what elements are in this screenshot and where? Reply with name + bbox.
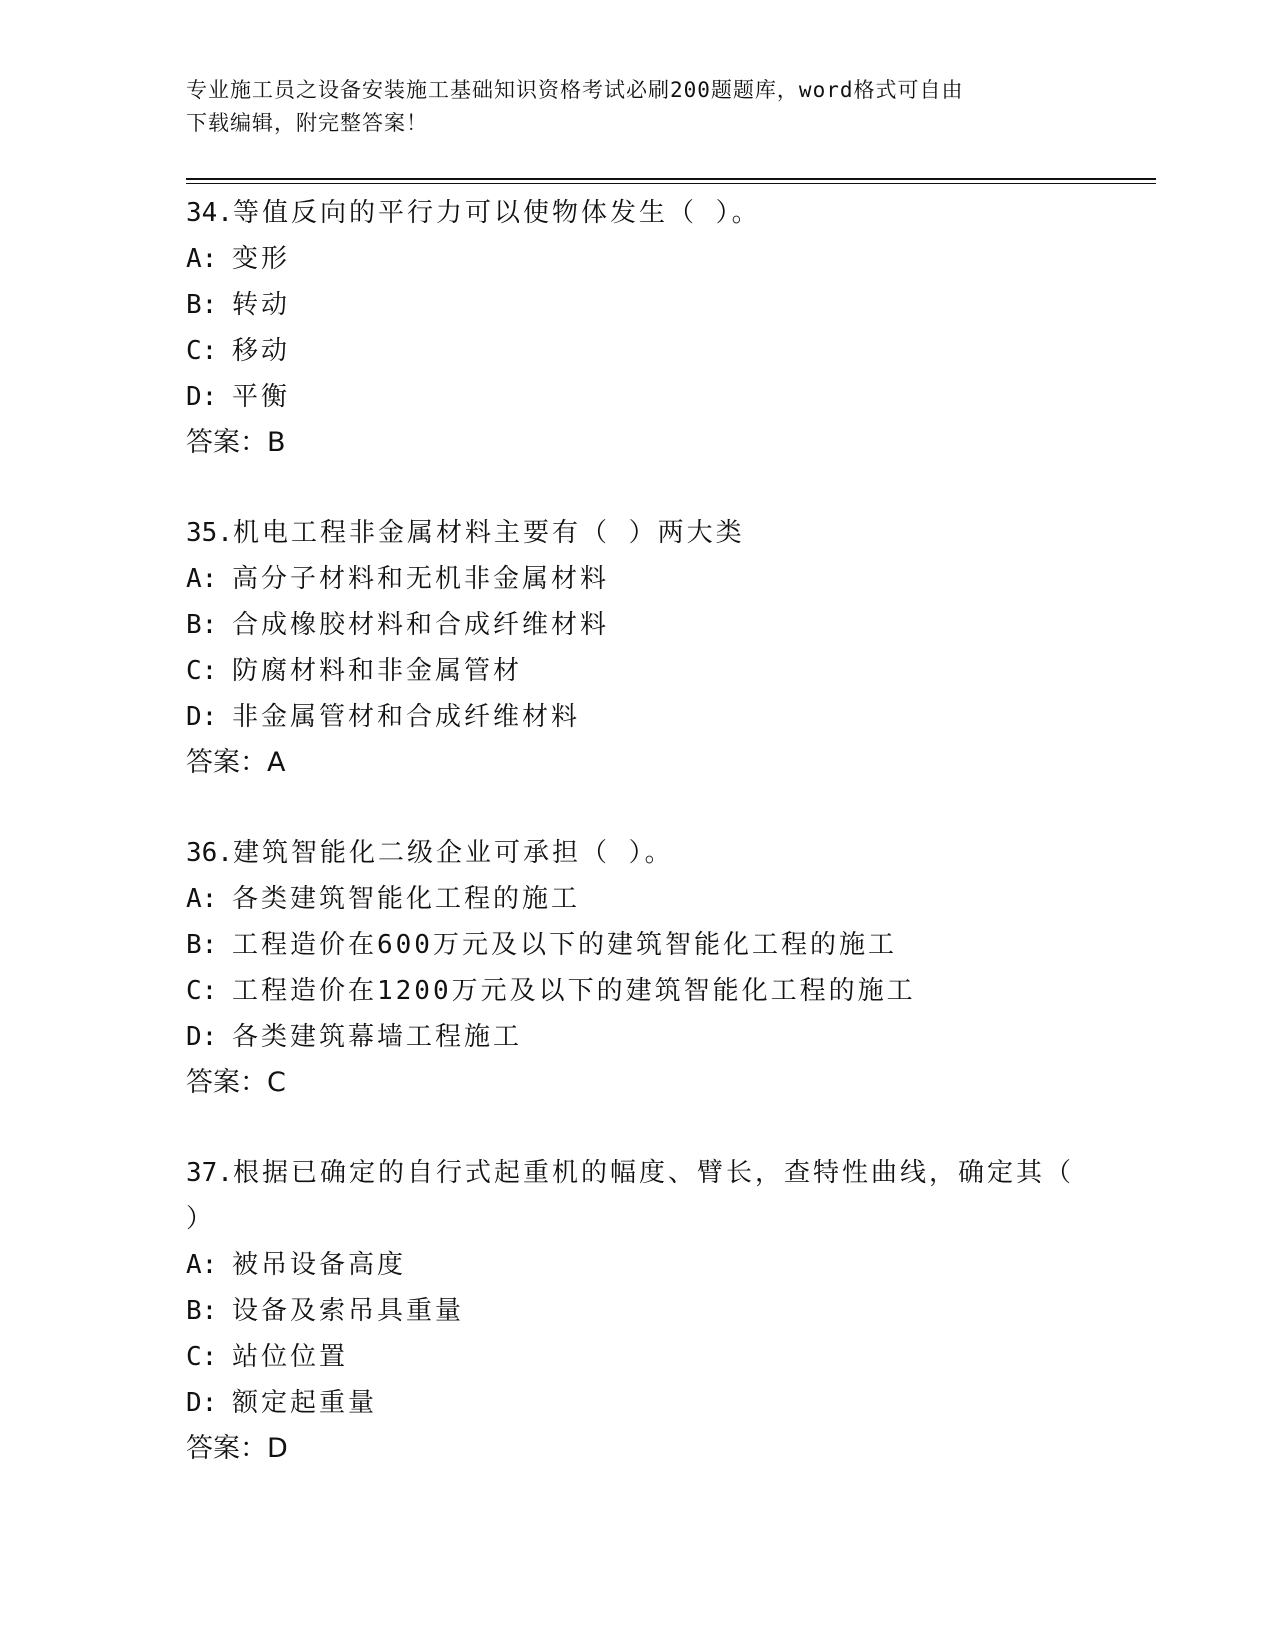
option-text: 变形 [232, 244, 291, 274]
option-key: A: [186, 884, 218, 914]
question-stem [186, 510, 1086, 556]
option-d [186, 1014, 1086, 1060]
option-text: 移动 [232, 336, 291, 366]
option-text: 转动 [232, 290, 291, 320]
option-key: C: [186, 336, 218, 366]
option-text: 各类建筑智能化工程的施工 [232, 884, 581, 914]
header-line-1: 专业施工员之设备安装施工基础知识资格考试必刷200题题库，word格式可自由 [186, 78, 964, 102]
option-text: 高分子材料和无机非金属材料 [232, 564, 610, 594]
answer-label: 答案： [186, 747, 267, 778]
question-36 [186, 830, 1086, 1106]
question-37 [186, 1150, 1086, 1472]
question-stem [186, 190, 1086, 236]
question-stem [186, 1150, 1086, 1242]
question-35 [186, 510, 1086, 786]
option-text: 工程造价在1200万元及以下的建筑智能化工程的施工 [232, 976, 916, 1006]
option-text: 防腐材料和非金属管材 [232, 656, 523, 686]
question-list [186, 190, 1086, 1516]
question-number: 36. [186, 838, 233, 868]
question-number: 34. [186, 198, 233, 228]
option-key: A: [186, 1250, 218, 1280]
question-text: 等值反向的平行力可以使物体发生（ ）。 [232, 198, 761, 228]
option-text: 平衡 [232, 382, 291, 412]
option-c [186, 648, 1086, 694]
question-stem [186, 830, 1086, 876]
answer-value: C [267, 1067, 286, 1098]
question-number: 37. [186, 1158, 233, 1188]
option-text: 被吊设备高度 [232, 1250, 407, 1280]
option-key: C: [186, 656, 218, 686]
header-divider-thick [186, 178, 1156, 180]
option-d [186, 694, 1086, 740]
question-text: 机电工程非金属材料主要有（ ）两大类 [232, 518, 745, 548]
option-key: A: [186, 564, 218, 594]
option-a [186, 1242, 1086, 1288]
answer-label: 答案： [186, 1433, 267, 1464]
option-key: B: [186, 290, 218, 320]
answer-value: D [267, 1433, 288, 1464]
option-text: 各类建筑幕墙工程施工 [232, 1022, 523, 1052]
option-d [186, 374, 1086, 420]
option-key: C: [186, 1342, 218, 1372]
option-a [186, 236, 1086, 282]
option-c [186, 1334, 1086, 1380]
option-a [186, 876, 1086, 922]
option-key: D: [186, 1388, 218, 1418]
answer-line [186, 740, 1086, 786]
option-b [186, 282, 1086, 328]
option-c [186, 328, 1086, 374]
option-d [186, 1380, 1086, 1426]
option-key: B: [186, 610, 218, 640]
question-text: 根据已确定的自行式起重机的幅度、臂长，查特性曲线，确定其（ ） [186, 1158, 1074, 1234]
answer-line [186, 1426, 1086, 1472]
answer-label: 答案： [186, 1067, 267, 1098]
option-text: 额定起重量 [232, 1388, 378, 1418]
header-divider-thin [186, 183, 1156, 184]
question-34 [186, 190, 1086, 466]
option-key: C: [186, 976, 218, 1006]
option-key: D: [186, 382, 218, 412]
answer-line [186, 420, 1086, 466]
option-text: 工程造价在600万元及以下的建筑智能化工程的施工 [232, 930, 897, 960]
answer-value: A [267, 747, 286, 778]
option-b [186, 1288, 1086, 1334]
option-a [186, 556, 1086, 602]
option-key: B: [186, 1296, 218, 1326]
option-key: D: [186, 702, 218, 732]
answer-value: B [267, 427, 286, 458]
answer-line [186, 1060, 1086, 1106]
option-text: 站位位置 [232, 1342, 349, 1372]
option-key: B: [186, 930, 218, 960]
option-b [186, 922, 1086, 968]
option-key: A: [186, 244, 218, 274]
header-line-2: 下载编辑，附完整答案！ [186, 111, 428, 135]
question-text: 建筑智能化二级企业可承担（ ）。 [232, 838, 674, 868]
option-c [186, 968, 1086, 1014]
option-key: D: [186, 1022, 218, 1052]
answer-label: 答案： [186, 427, 267, 458]
option-text: 非金属管材和合成纤维材料 [232, 702, 581, 732]
option-text: 设备及索吊具重量 [232, 1296, 465, 1326]
option-b [186, 602, 1086, 648]
document-header [186, 74, 1086, 140]
option-text: 合成橡胶材料和合成纤维材料 [232, 610, 610, 640]
question-number: 35. [186, 518, 233, 548]
